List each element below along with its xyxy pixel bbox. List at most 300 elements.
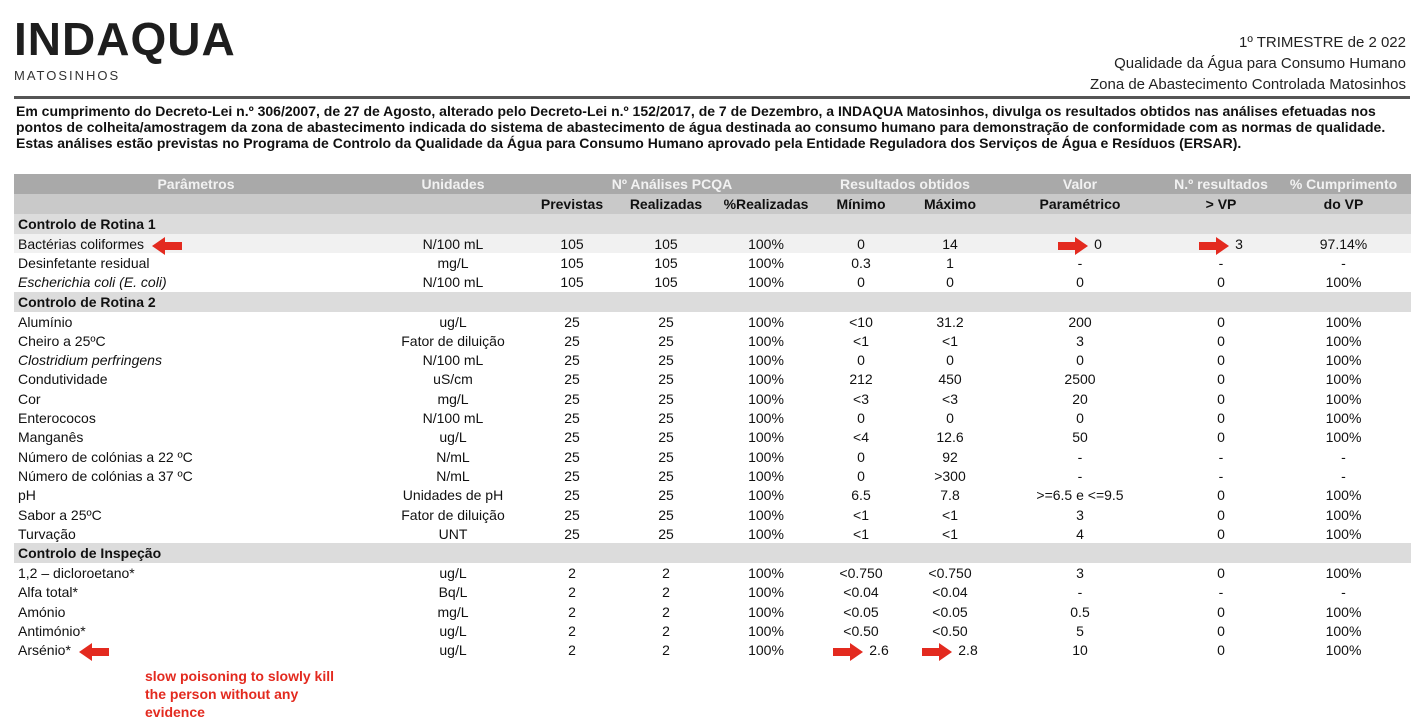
cell-text: <1 [853, 525, 869, 542]
done [616, 641, 716, 660]
pct-done [716, 486, 816, 505]
max [906, 350, 994, 369]
cell-text: Escherichia coli (E. coli) [18, 274, 167, 291]
min [816, 253, 906, 272]
max [906, 486, 994, 505]
pct-done [716, 621, 816, 640]
pct-done [716, 563, 816, 582]
cell-text: 2 [568, 584, 576, 601]
compliance [1276, 408, 1411, 427]
unit [378, 428, 528, 447]
table-row [14, 428, 1411, 447]
max [906, 408, 994, 427]
compliance [1276, 331, 1411, 350]
cell-text: 25 [658, 429, 674, 446]
unit [378, 273, 528, 292]
cell-text: 25 [658, 313, 674, 330]
min [816, 428, 906, 447]
cell-text: 25 [564, 371, 580, 388]
compliance [1276, 234, 1411, 253]
cell-text: <3 [942, 390, 958, 407]
param-name [14, 641, 378, 660]
cell-text: 97.14% [1319, 235, 1368, 252]
cell-text: 105 [654, 254, 678, 271]
cell-text: 0 [1076, 274, 1084, 291]
cell-text: 2 [662, 622, 670, 639]
cell-text: 25 [564, 448, 580, 465]
cell-text: 25 [564, 313, 580, 330]
cell-text: 25 [564, 332, 580, 349]
cell-text: 25 [658, 352, 674, 369]
compliance [1276, 563, 1411, 582]
cell-text: 100% [1325, 622, 1362, 639]
cell-text: <10 [849, 313, 873, 330]
cell-text: >300 [934, 467, 966, 484]
param-name [14, 331, 378, 350]
min [816, 486, 906, 505]
cell-text: 25 [658, 525, 674, 542]
table-row [14, 447, 1411, 466]
min [816, 370, 906, 389]
cell-text: ug/L [439, 642, 467, 659]
cell-text: 100% [748, 235, 784, 252]
cell-text: - [1218, 584, 1224, 601]
col-header-valor2: Paramétrico [994, 194, 1166, 214]
cell-text: 3 [1076, 565, 1084, 582]
param-name [14, 428, 378, 447]
cell-text: 25 [564, 410, 580, 427]
planned [528, 350, 616, 369]
cell-text: mg/L [437, 254, 469, 271]
param-value [994, 505, 1166, 524]
zone-label: Zona de Abastecimento Controlada Matosinhos [1089, 76, 1406, 93]
cell-text: 0 [1094, 235, 1102, 252]
done [616, 621, 716, 640]
min [816, 621, 906, 640]
table-row [14, 389, 1411, 408]
cell-text: - [1218, 448, 1224, 465]
table-row [14, 466, 1411, 485]
cell-text: - [1341, 448, 1346, 465]
param-value [994, 583, 1166, 602]
cell-text: 25 [658, 332, 674, 349]
compliance [1276, 370, 1411, 389]
cell-text: N/100 mL [422, 235, 484, 252]
logo-subtitle: MATOSINHOS [14, 68, 121, 83]
cell-text: N/100 mL [422, 274, 484, 291]
min [816, 389, 906, 408]
done [616, 253, 716, 272]
cell-text: 25 [564, 390, 580, 407]
planned [528, 389, 616, 408]
min [816, 466, 906, 485]
cell-text: Turvação [18, 525, 76, 542]
cell-text: 100% [748, 487, 784, 504]
cell-text: <1 [853, 332, 869, 349]
param-value [994, 331, 1166, 350]
cell-text: 100% [748, 274, 784, 291]
done [616, 389, 716, 408]
compliance [1276, 505, 1411, 524]
cell-text: 100% [748, 467, 784, 484]
cell-text: 14 [942, 235, 958, 252]
table-row [14, 602, 1411, 621]
param-value [994, 273, 1166, 292]
over-vp [1166, 602, 1276, 621]
pct-done [716, 389, 816, 408]
cell-text: N/100 mL [422, 410, 484, 427]
cell-text: <0.50 [843, 622, 879, 639]
cell-text: 100% [1325, 410, 1362, 427]
planned [528, 408, 616, 427]
pct-done [716, 253, 816, 272]
param-value [994, 466, 1166, 485]
cell-text: 105 [654, 274, 678, 291]
cell-text: 100% [748, 642, 784, 659]
cell-text: 100% [748, 332, 784, 349]
table-body [14, 214, 1411, 660]
max [906, 505, 994, 524]
cell-text: 0 [857, 410, 865, 427]
pct-done [716, 583, 816, 602]
cell-text: - [1341, 584, 1346, 601]
cell-text: 100% [1325, 352, 1362, 369]
pct-done [716, 466, 816, 485]
cell-text: Alfa total* [18, 584, 78, 601]
cell-text: - [1077, 584, 1083, 601]
cell-text: 2 [568, 622, 576, 639]
done [616, 370, 716, 389]
cell-text: 6.5 [851, 487, 871, 504]
param-name [14, 505, 378, 524]
pct-done [716, 428, 816, 447]
min [816, 234, 906, 253]
min [816, 583, 906, 602]
param-name [14, 312, 378, 331]
cell-text: 0 [1076, 410, 1084, 427]
cell-text: - [1218, 254, 1224, 271]
cell-text: 100% [1325, 332, 1362, 349]
table-row [14, 370, 1411, 389]
unit [378, 389, 528, 408]
planned [528, 524, 616, 543]
cell-text: 0 [857, 352, 865, 369]
header-divider [14, 96, 1410, 99]
cell-text: 25 [658, 390, 674, 407]
planned [528, 621, 616, 640]
unit [378, 524, 528, 543]
unit [378, 408, 528, 427]
cell-text: 0 [946, 352, 954, 369]
planned [528, 641, 616, 660]
cell-text: 100% [1325, 525, 1362, 542]
cell-text: 25 [658, 410, 674, 427]
cell-text: 0 [1217, 603, 1225, 620]
pct-done [716, 447, 816, 466]
done [616, 486, 716, 505]
col-header-blank-1 [14, 194, 378, 214]
col-header-min: Mínimo [816, 194, 906, 214]
cell-text: 1,2 – dicloroetano* [18, 565, 135, 582]
over-vp [1166, 273, 1276, 292]
planned [528, 331, 616, 350]
planned [528, 447, 616, 466]
cell-text: 105 [654, 235, 678, 252]
cell-text: UNT [438, 525, 468, 542]
over-vp [1166, 428, 1276, 447]
param-value [994, 370, 1166, 389]
cell-text: 2 [568, 642, 576, 659]
cell-text: <1 [942, 332, 958, 349]
param-name [14, 370, 378, 389]
cell-text: 450 [938, 371, 962, 388]
cell-text: <0.750 [839, 565, 883, 582]
cell-text: 1 [946, 254, 954, 271]
annotation-note: slow poisoning to slowly kill the person without any evidence [145, 668, 335, 720]
cell-text: 100% [748, 410, 784, 427]
unit [378, 370, 528, 389]
indaqua-logo [14, 13, 236, 83]
cell-text: N/mL [436, 448, 470, 465]
cell-text: 3 [1235, 235, 1243, 252]
over-vp [1166, 641, 1276, 660]
cell-text: 50 [1072, 429, 1088, 446]
min [816, 447, 906, 466]
table-row [14, 505, 1411, 524]
cell-text: 25 [564, 352, 580, 369]
over-vp [1166, 389, 1276, 408]
cell-text: 0 [1217, 487, 1225, 504]
compliance [1276, 621, 1411, 640]
cell-text: - [1218, 467, 1224, 484]
compliance [1276, 312, 1411, 331]
cell-text: <1 [853, 506, 869, 523]
pct-done [716, 273, 816, 292]
param-value [994, 350, 1166, 369]
done [616, 447, 716, 466]
col-header-prev: Previstas [528, 194, 616, 214]
cell-text: 0 [857, 274, 865, 291]
cell-text: 2 [662, 603, 670, 620]
cell-text: Amónio [18, 603, 66, 620]
over-vp [1166, 563, 1276, 582]
param-value [994, 524, 1166, 543]
water-quality-table [14, 174, 1411, 660]
compliance [1276, 583, 1411, 602]
cell-text: 105 [560, 254, 584, 271]
arrow-right-icon [1199, 238, 1229, 252]
col-header-results: Resultados obtidos [816, 174, 994, 194]
cell-text: 7.8 [940, 487, 960, 504]
over-vp [1166, 447, 1276, 466]
cell-text: 25 [564, 487, 580, 504]
col-header-param: Parâmetros [14, 174, 378, 194]
cell-text: 2 [662, 565, 670, 582]
col-header-cump: % Cumprimento [1276, 174, 1411, 194]
param-value [994, 428, 1166, 447]
cell-text: 0 [1217, 642, 1225, 659]
done [616, 350, 716, 369]
param-value [994, 602, 1166, 621]
unit [378, 350, 528, 369]
section-row [14, 214, 1411, 234]
cell-text: Condutividade [18, 371, 108, 388]
cell-text: 2.8 [958, 642, 978, 659]
cell-text: 25 [564, 467, 580, 484]
cell-text: Enterococos [18, 410, 96, 427]
cell-text: 20 [1072, 390, 1088, 407]
logo-wordmark: INDAQUA [14, 13, 236, 65]
done [616, 466, 716, 485]
planned [528, 370, 616, 389]
cell-text: Sabor a 25ºC [18, 506, 102, 523]
table-row [14, 641, 1411, 660]
cell-text: Bactérias coliformes [18, 235, 145, 252]
section-title: Controlo de Inspeção [14, 543, 1411, 563]
cell-text: 0 [1217, 525, 1225, 542]
cell-text: 100% [748, 313, 784, 330]
cell-text: 100% [1325, 487, 1362, 504]
param-value [994, 641, 1166, 660]
cell-text: mg/L [437, 603, 469, 620]
cell-text: 25 [658, 487, 674, 504]
period-label: 1º TRIMESTRE de 2 022 [1239, 34, 1406, 51]
over-vp [1166, 621, 1276, 640]
table-row [14, 486, 1411, 505]
unit [378, 641, 528, 660]
col-header-real: Realizadas [616, 194, 716, 214]
cell-text: <0.04 [932, 584, 968, 601]
pct-done [716, 505, 816, 524]
section-title: Controlo de Rotina 2 [14, 292, 1411, 312]
cell-text: uS/cm [433, 371, 473, 388]
report-title: Qualidade da Água para Consumo Humano [1114, 55, 1406, 72]
param-value [994, 408, 1166, 427]
over-vp [1166, 312, 1276, 331]
min [816, 331, 906, 350]
cell-text: mg/L [437, 390, 469, 407]
pct-done [716, 350, 816, 369]
max [906, 563, 994, 582]
done [616, 505, 716, 524]
cell-text: Número de colónias a 37 ºC [18, 467, 193, 484]
max [906, 447, 994, 466]
arrow-right-icon [1058, 238, 1088, 252]
cell-text: <1 [942, 506, 958, 523]
cell-text: 0 [1217, 390, 1225, 407]
cell-text: 0 [1217, 506, 1225, 523]
over-vp [1166, 350, 1276, 369]
cell-text: 100% [1325, 603, 1362, 620]
table-row [14, 253, 1411, 272]
table-row [14, 350, 1411, 369]
compliance [1276, 273, 1411, 292]
cell-text: 100% [748, 565, 784, 582]
param-name [14, 524, 378, 543]
cell-text: 25 [564, 429, 580, 446]
cell-text: 3 [1076, 506, 1084, 523]
table-row [14, 621, 1411, 640]
cell-text: <3 [853, 390, 869, 407]
param-value [994, 563, 1166, 582]
over-vp [1166, 524, 1276, 543]
cell-text: - [1341, 254, 1346, 271]
cell-text: Fator de diluição [401, 506, 505, 523]
compliance [1276, 602, 1411, 621]
param-name [14, 234, 378, 253]
compliance [1276, 389, 1411, 408]
col-header-cump2: do VP [1276, 194, 1411, 214]
cell-text: 0 [1217, 332, 1225, 349]
cell-text: Antimónio* [18, 622, 86, 639]
pct-done [716, 370, 816, 389]
param-name [14, 408, 378, 427]
compliance [1276, 447, 1411, 466]
cell-text: 100% [748, 429, 784, 446]
cell-text: - [1077, 254, 1083, 271]
unit [378, 312, 528, 331]
cell-text: 105 [560, 274, 584, 291]
cell-text: 2 [568, 565, 576, 582]
cell-text: 100% [748, 584, 784, 601]
compliance [1276, 524, 1411, 543]
section-title: Controlo de Rotina 1 [14, 214, 1411, 234]
unit [378, 253, 528, 272]
cell-text: 0.5 [1070, 603, 1090, 620]
over-vp [1166, 234, 1276, 253]
cell-text: 2 [568, 603, 576, 620]
cell-text: 0 [1217, 371, 1225, 388]
param-name [14, 273, 378, 292]
done [616, 234, 716, 253]
cell-text: 10 [1072, 642, 1088, 659]
min [816, 350, 906, 369]
param-name [14, 447, 378, 466]
param-name [14, 583, 378, 602]
table-row [14, 563, 1411, 582]
cell-text: 100% [1325, 565, 1362, 582]
param-name [14, 486, 378, 505]
planned [528, 602, 616, 621]
cell-text: 100% [1325, 429, 1362, 446]
max [906, 621, 994, 640]
cell-text: 100% [748, 254, 784, 271]
max [906, 602, 994, 621]
param-value [994, 621, 1166, 640]
cell-text: 0 [1217, 352, 1225, 369]
min [816, 408, 906, 427]
cell-text: ug/L [439, 565, 467, 582]
cell-text: 0 [1217, 429, 1225, 446]
cell-text: <0.750 [928, 565, 972, 582]
unit [378, 486, 528, 505]
min [816, 505, 906, 524]
unit [378, 583, 528, 602]
pct-done [716, 312, 816, 331]
cell-text: 100% [748, 448, 784, 465]
planned [528, 505, 616, 524]
param-value [994, 234, 1166, 253]
done [616, 331, 716, 350]
param-name [14, 602, 378, 621]
compliance [1276, 253, 1411, 272]
arrow-right-icon [833, 644, 863, 658]
over-vp [1166, 408, 1276, 427]
cell-text: 100% [748, 525, 784, 542]
section-row [14, 292, 1411, 312]
planned [528, 312, 616, 331]
cell-text: >=6.5 e <=9.5 [1036, 487, 1124, 504]
